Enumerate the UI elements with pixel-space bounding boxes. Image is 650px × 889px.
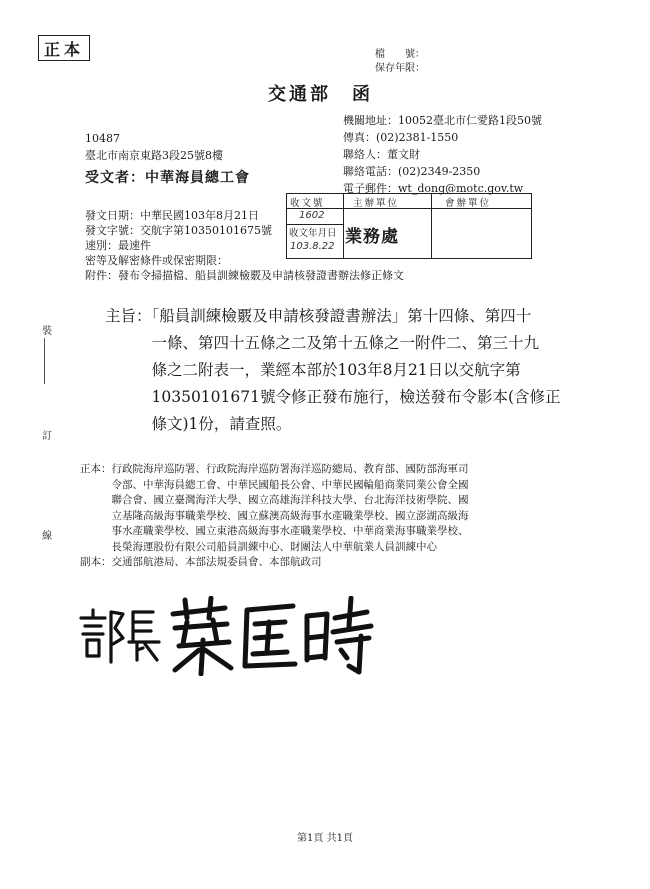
binding-mark: 線 [42,531,52,542]
co-unit-header: 會辦單位 [445,198,492,209]
subject-line: 主旨：「船員訓練檢覈及申請核發證書辦法」第十四條、第四十 [105,307,532,325]
postal-code: 10487 [85,132,120,145]
distribution-line: 令部、中華海員總工會、中華民國船長公會、中華民國輪船商業同業公會全國 [80,478,469,491]
file-number-label: 檔 號： [375,49,425,60]
signature-image [75,596,375,676]
receipt-number-handwritten: 1602 [299,210,325,221]
issue-date: 發文日期：中華民國103年8月21日 [85,209,259,222]
document-title: 交通部 函 [268,84,373,105]
distribution-line: 聯合會、國立臺灣海洋大學、國立高雄海洋科技大學、台北海洋技術學院、國 [80,494,469,506]
copy-recipients: 副本：交通部航港局、本部法規委員會、本部航政司 [80,556,322,568]
contact-email: 電子郵件：wt_dong@motc.gov.tw [343,182,524,195]
binding-mark: 裝 [42,326,52,337]
subject-line: 條之二附表一，業經本部於103年8月21日以交航字第 [105,361,521,379]
main-unit-header: 主辦單位 [353,198,400,209]
subject-line: 10350101671號令修正發布施行，檢送發布令影本(含修正 [105,388,561,406]
urgency: 速別：最速件 [85,239,151,252]
receipt-date-header: 收文年月日 [289,228,337,239]
secrecy: 密等及解密條件或保密期限： [85,254,228,267]
contact-phone: 聯絡電話：(02)2349-2350 [343,165,481,178]
binding-line [44,338,45,384]
agency-address: 機關地址：10052臺北市仁愛路1段50號 [343,114,542,127]
retention-label: 保存年限： [375,63,425,74]
distribution-line: 立基隆高級海事職業學校、國立蘇澳高級海事水產職業學校、國立澎湖高級海 [80,509,469,522]
minister-signature [75,596,375,676]
subject-block [105,303,561,438]
subject-line: 條文)1份，請查照。 [105,415,292,433]
receipt-date-handwritten: 103.8.22 [290,241,335,252]
recipient-address: 臺北市南京東路3段25號8樓 [85,149,223,162]
page-number: 第1頁 共1頁 [297,833,353,844]
distribution-line: 長榮海運股份有限公司船員訓練中心、財團法人中華航業人員訓練中心 [80,540,437,553]
contact-person: 聯絡人：董文財 [343,148,420,161]
distribution-line: 正本：行政院海岸巡防署、行政院海岸巡防署海洋巡防總局、教育部、國防部海軍司 [80,463,469,475]
distribution-line: 事水產職業學校、國立東港高級海事水產職業學校、中華商業海事職業學校、 [80,525,469,537]
receipt-number-header: 收文號 [290,198,325,209]
receipt-stamp [286,193,532,259]
subject-line: 一條、第四十五條之二及第十五條之一附件二、第三十九 [105,334,540,352]
original-copy-stamp: 正本 [38,35,90,61]
issue-number: 發文字號：交航字第10350101675號 [85,224,272,237]
attachment: 附件：發布令掃描檔、船員訓練檢覈及申請核發證書辦法修正條文 [85,269,404,282]
distribution-list [80,462,469,571]
fax-number: 傳真：(02)2381-1550 [343,131,459,144]
recipient: 受文者：中華海員總工會 [85,170,250,186]
binding-mark: 訂 [42,431,52,442]
department-stamp: 業務處 [345,227,399,247]
